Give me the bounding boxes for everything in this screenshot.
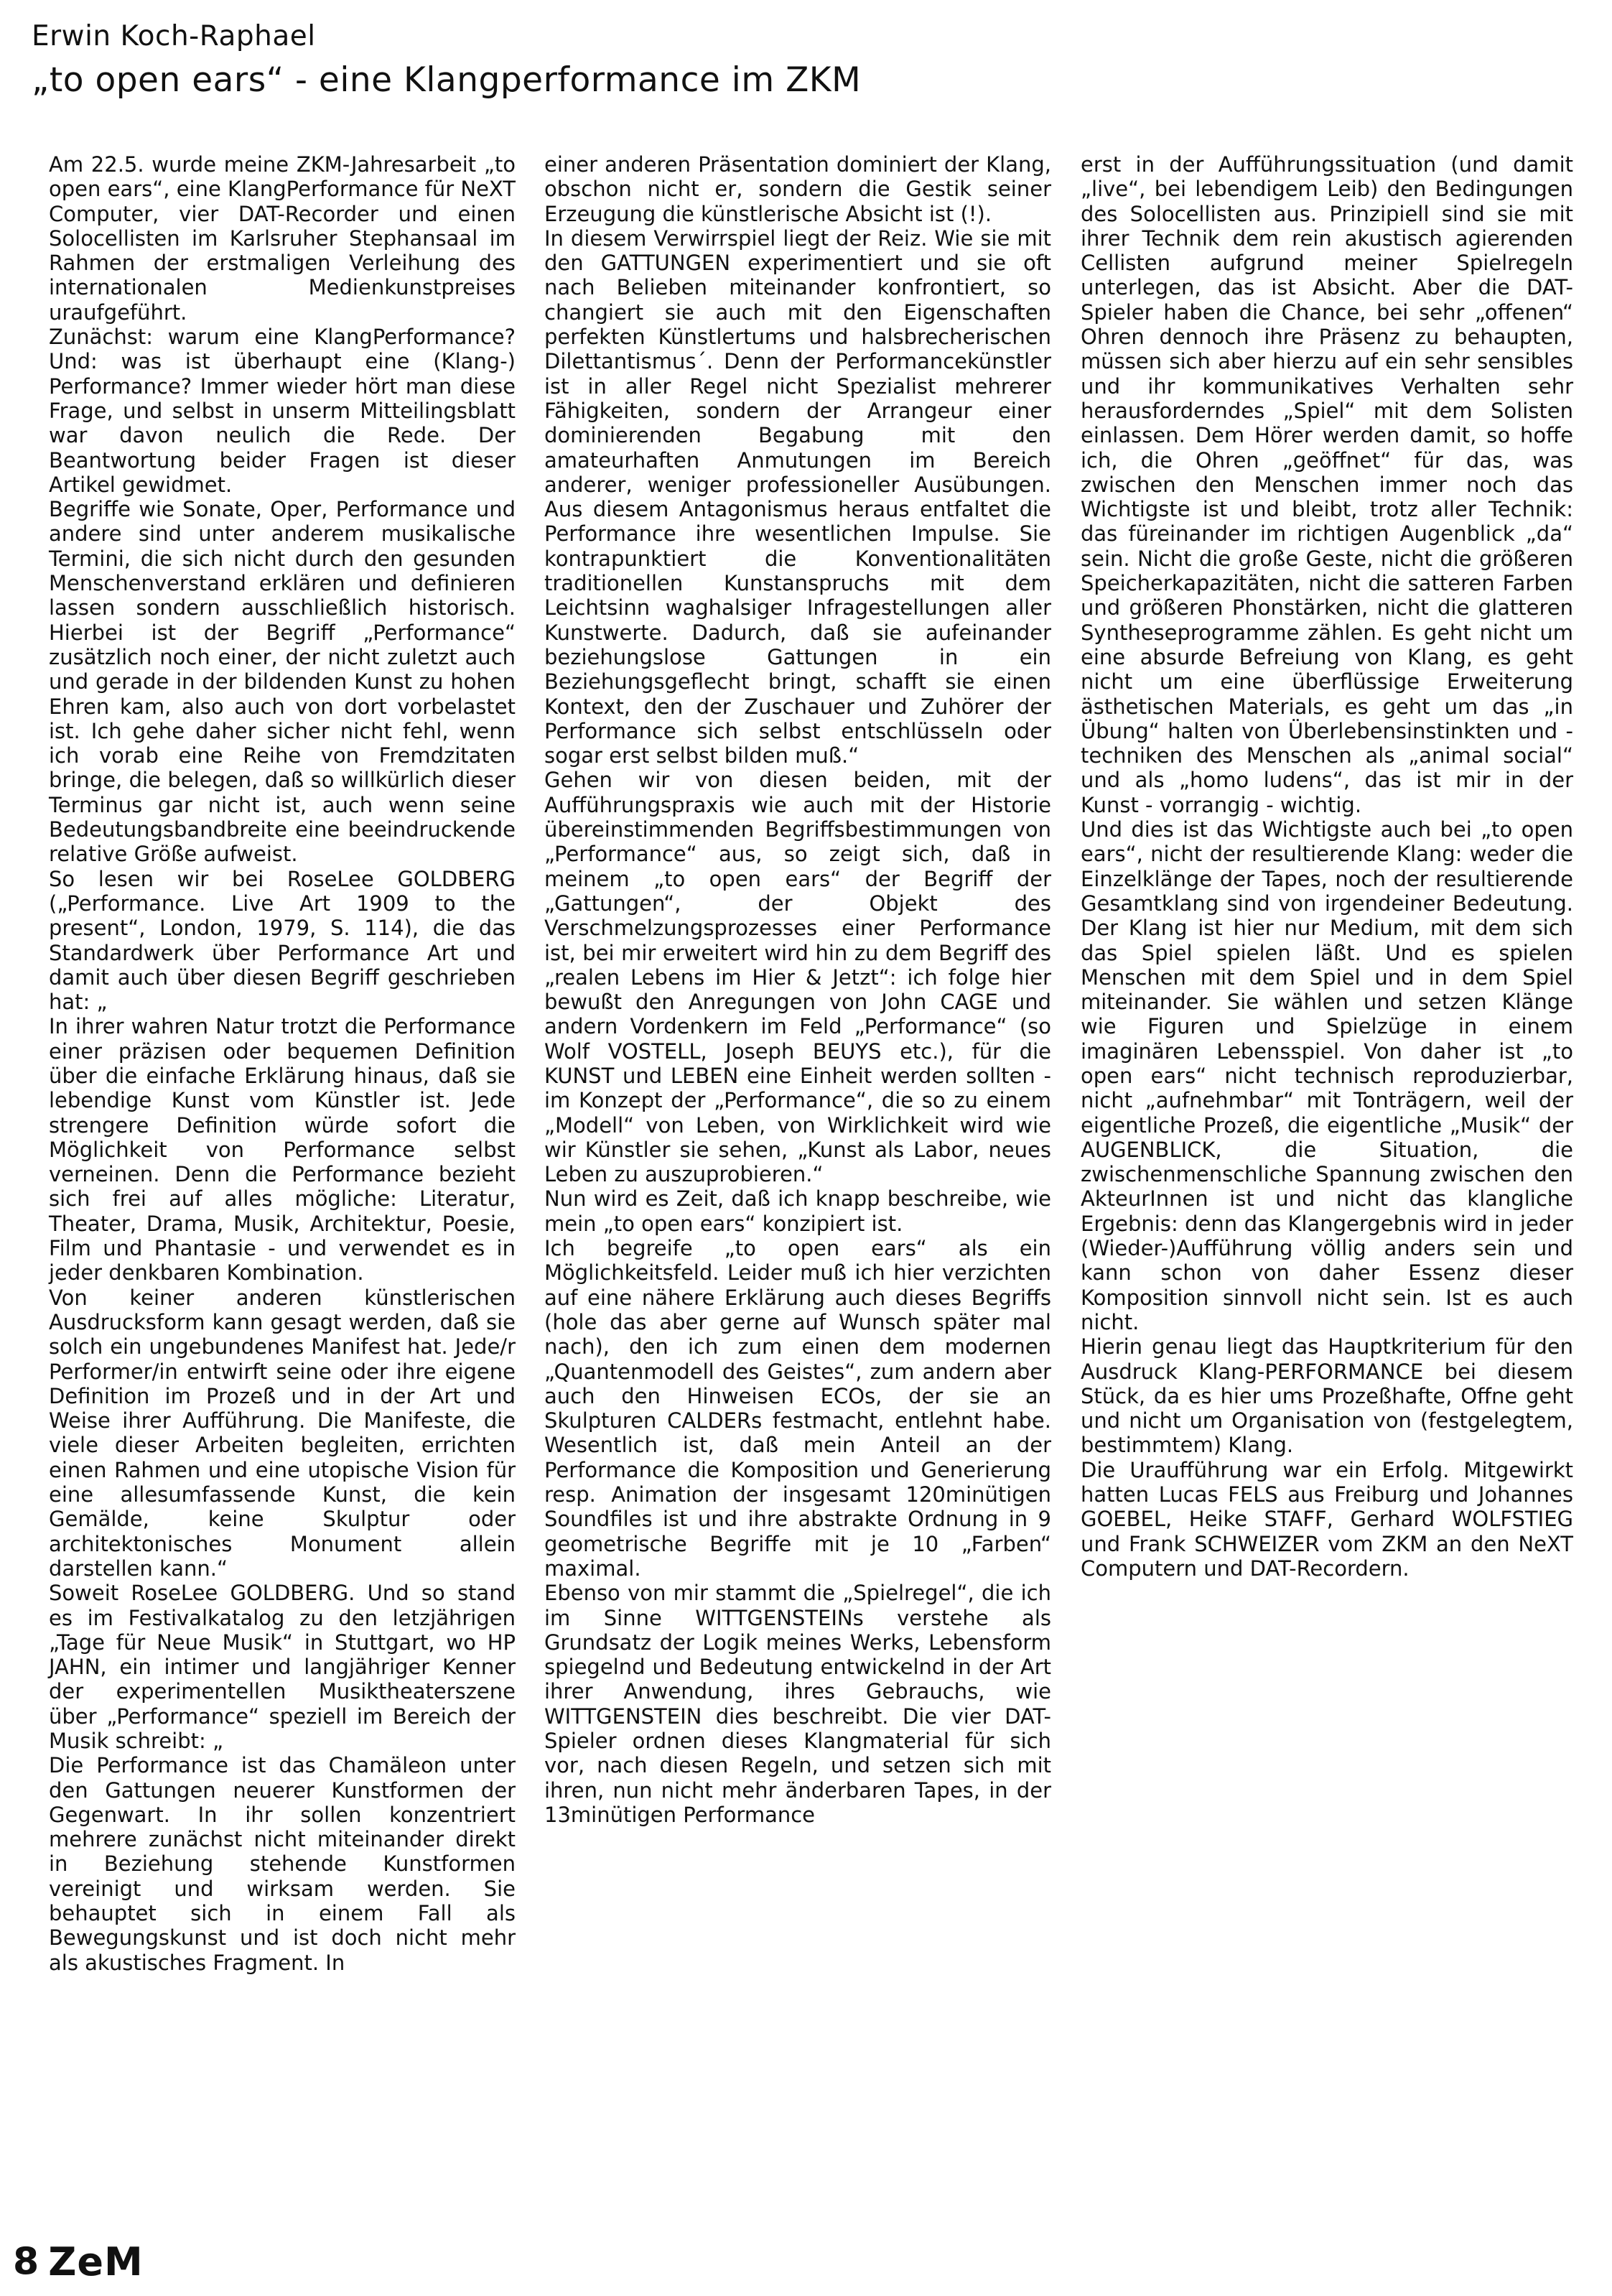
paragraph: In diesem Verwirrspiel liegt der Reiz. Wie sie mit den GATTUNGEN experimentiert und sie oft nach Belieben miteinander konfrontiert, so changiert sie auch mit den Eigenschaften perfekten Künstlertums und halsbrecherischen Dilettantismus´. Denn der Performancekünstler ist in aller Regel nicht Spezialist mehrerer Fähigkeiten, sondern der Arrangeur einer dominierenden Begabung mit den amateurhaften Anmutungen im Bereich anderer, weniger professioneller Ausübungen. Aus diesem Antagonismus heraus entfaltet die Performance ihre wesentlichen Impulse. Sie kontrapunktiert die Konventionalitäten traditionellen Kunstanspruchs mit dem Leichtsinn waghalsiger Infragestellungen aller Kunstwerte. Dadurch, daß sie aufeinander beziehungslose Gattungen in ein Beziehungsgeflecht bringt, schafft sie einen Kontext, den der Zuschauer und Zuhörer der Performance sich selbst entschlüsseln oder sogar erst selbst bilden muß.“ [544,226,1051,768]
paragraph: Zunächst: warum eine KlangPerformance? Und: was ist überhaupt eine (Klang-) Performance? Immer wieder hört man diese Frage, und selbst in unserm Mitteilingsblatt war davon neulich die Rede. Der Beantwortung beider Fragen ist dieser Artikel gewidmet. [49,325,516,497]
paragraph: So lesen wir bei RoseLee GOLDBERG („Performance. Live Art 1909 to the present“, London, 1979, S. 114), die das Standardwerk über Performance Art und damit auch über diesen Begriff geschrieben hat: „ [49,866,516,1015]
paragraph: Gehen wir von diesen beiden, mit der Aufführungspraxis wie auch mit der Historie übereinstimmenden Begriffsbestimmungen von „Performance“ aus, so zeigt sich, daß in meinem „to open ears“ der Begriff der „Gattungen“, der Objekt des Verschmelzungsprozesses einer Performance ist, bei mir erweitert wird hin zu dem Begriff des „realen Lebens im Hier & Jetzt“: ich folge hier bewußt den Anregungen von John CAGE und andern Vordenkern im Feld „Performance“ (so Wolf VOSTELL, Joseph BEUYS etc.), für die KUNST und LEBEN eine Einheit werden sollten - im Konzept der „Performance“, die so zu einem „Modell“ von Leben, von Wirklichkeit wird wie wir Künstler sie sehen, „Kunst als Labor, neues Leben zu auszuprobieren.“ [544,768,1051,1187]
page-number: 8 [13,2240,39,2284]
paragraph: Die Performance ist das Chamäleon unter den Gattungen neuerer Kunstformen der Gegenwart. In ihr sollen konzentriert mehrere zunächst nicht miteinander direkt in Beziehung stehende Kunstformen vereinigt und wirksam werden. Sie behauptet sich in einem Fall als Bewegungskunst und ist doch nicht mehr als akustisches Fragment. In [49,1753,516,1975]
article-title: „to open ears“ - eine Klangperformance im ZKM [32,60,862,100]
paragraph: Hierin genau liegt das Hauptkriterium für den Ausdruck Klang-PERFORMANCE bei diesem Stück, da es hier ums Prozeßhafte, Offne geht und nicht um Organisation von (festgelegtem, bestimmtem) Klang. [1081,1334,1573,1458]
paragraph: Begriffe wie Sonate, Oper, Performance und andere sind unter anderem musikalische Termini, die sich nicht durch den gesunden Menschenverstand erklären und definieren lassen sondern ausschließlich historisch. Hierbei ist der Begriff „Performance“ zusätzlich noch einer, der nicht zuletzt auch und gerade in der bildenden Kunst zu hohen Ehren kam, also auch von dort vorbelastet ist. Ich gehe daher sicher nicht fehl, wenn ich vorab eine Reihe von Fremdzitaten bringe, die belegen, daß so willkürlich dieser Terminus gar nicht ist, auch wenn seine Bedeutungsbandbreite eine beeindruckende relative Größe aufweist. [49,497,516,867]
paragraph: Ich begreife „to open ears“ als ein Möglichkeitsfeld. Leider muß ich hier verzichten auf eine nähere Erklärung auch dieses Begriffs (hole das aber gerne auf Wunsch später mal nach), den ich zum einen dem modernen „Quantenmodell des Geistes“, zum andern aber auch den Hinweisen ECOs, der sie an Skulpturen CALDERs festmacht, entlehnt habe. Wesentlich ist, daß mein Anteil an der Performance die Komposition und Generierung resp. Animation der insgesamt 120minütigen Soundfiles ist und ihre abstrakte Ordnung in 9 geometrische Begriffe mit je 10 „Farben“ maximal. [544,1236,1051,1581]
paragraph: Am 22.5. wurde meine ZKM-Jahresarbeit „to open ears“, eine KlangPerformance für NeXT Computer, vier DAT-Recorder und einen Solocellisten im Karlsruher Stephansaal im Rahmen der erstmaligen Verleihung des internationalen Medienkunstpreises uraufgeführt. [49,152,516,325]
text-column-2 [544,152,1051,1827]
paragraph: Von keiner anderen künstlerischen Ausdrucksform kann gesagt werden, daß sie solch ein ungebundenes Manifest hat. Jede/r Performer/in entwirft seine oder ihre eigene Definition im Prozeß und in der Art und Weise ihrer Aufführung. Die Manifeste, die viele dieser Arbeiten begleiten, errichten einen Rahmen und eine utopische Vision für eine allesumfassende Kunst, die kein Gemälde, keine Skulptur oder architektonisches Monument allein darstellen kann.“ [49,1285,516,1581]
page-footer [13,2239,144,2285]
zem-logo: ZeM [48,2239,144,2285]
paragraph: In ihrer wahren Natur trotzt die Performance einer präzisen oder bequemen Definition über die einfache Erklärung hinaus, daß sie lebendige Kunst vom Künstler ist. Jede strengere Definition würde sofort die Möglichkeit von Performance selbst verneinen. Denn die Performance bezieht sich frei auf alles mögliche: Literatur, Theater, Drama, Musik, Architektur, Poesie, Film und Phantasie - und verwendet es in jeder denkbaren Kombination. [49,1014,516,1286]
paragraph: erst in der Aufführungssituation (und damit „live“, bei lebendigem Leib) den Bedingungen des Solocellisten aus. Prinzipiell sind sie mit ihrer Technik dem rein akustisch agierenden Cellisten aufgrund meiner Spielregeln unterlegen, das ist Absicht. Aber die DAT-Spieler haben die Chance, bei sehr „offenen“ Ohren dennoch ihre Präsenz zu behaupten, müssen sich aber hierzu auf ein sehr sensibles und ihr kommunikatives Verhalten sehr herausforderndes „Spiel“ mit dem Solisten einlassen. Dem Hörer werden damit, so hoffe ich, die Ohren „geöffnet“ für das, was zwischen den Menschen immer noch das Wichtigste ist und bleibt, trotz aller Technik: das füreinander im richtigen Augenblick „da“ sein. Nicht die große Geste, nicht die größeren Speicherkapazitäten, nicht die satteren Farben und größeren Phonstärken, nicht die glatteren Syntheseprogramme zählen. Es geht nicht um eine absurde Befreiung von Klang, es geht nicht um eine überflüssige Erweiterung ästhetischen Materials, es geht um das „in Übung“ halten von Überlebensinstinkten und -techniken des Menschen als „animal social“ und als „homo ludens“, das ist mir in der Kunst - vorrangig - wichtig. [1081,152,1573,817]
paragraph: Die Uraufführung war ein Erfolg. Mitgewirkt hatten Lucas FELS aus Freiburg und Johannes GOEBEL, Heike STAFF, Gerhard WOLFSTIEG und Frank SCHWEIZER vom ZKM an den NeXT Computern und DAT-Recordern. [1081,1457,1573,1581]
paragraph: Ebenso von mir stammt die „Spielregel“, die ich im Sinne WITTGENSTEINs verstehe als Grundsatz der Logik meines Werks, Lebensform spiegelnd und Bedeutung entwickelnd in der Art ihrer Anwendung, ihres Gebrauchs, wie WITTGENSTEIN dies beschreibt. Die vier DAT-Spieler ordnen dieses Klangmaterial für sich vor, nach diesen Regeln, und setzen sich mit ihren, nun nicht mehr änderbaren Tapes, in der 13minütigen Performance [544,1581,1051,1827]
text-column-3 [1081,152,1573,1581]
paragraph: Nun wird es Zeit, daß ich knapp beschreibe, wie mein „to open ears“ konzipiert ist. [544,1186,1051,1236]
paragraph: Soweit RoseLee GOLDBERG. Und so stand es im Festivalkatalog zu den letzjährigen „Tage für Neue Musik“ in Stuttgart, wo HP JAHN, ein intimer und langjähriger Kenner der experimentellen Musiktheaterszene über „Performance“ speziell im Bereich der Musik schreibt: „ [49,1581,516,1753]
paragraph: einer anderen Präsentation dominiert der Klang, obschon nicht er, sondern die Gestik seiner Erzeugung die künstlerische Absicht ist (!). [544,152,1051,226]
text-column-1 [49,152,516,1975]
author-name: Erwin Koch-Raphael [32,20,316,52]
paragraph: Und dies ist das Wichtigste auch bei „to open ears“, nicht der resultierende Klang: weder die Einzelklänge der Tapes, noch der resultierende Gesamtklang sind von irgendeiner Bedeutung. Der Klang ist hier nur Medium, mit dem sich das Spiel spielen läßt. Und es spielen Menschen mit dem Spiel und in dem Spiel miteinander. Sie wählen und setzen Klänge wie Figuren und Spielzüge in einem imaginären Lebensspiel. Von daher ist „to open ears“ nicht technisch reproduzierbar, nicht „aufnehmbar“ mit Tonträgern, weil der eigentliche Prozeß, die eigentliche „Musik“ der AUGENBLICK, die Situation, die zwischenmenschliche Spannung zwischen den AkteurInnen ist und nicht das klangliche Ergebnis: denn das Klangergebnis wird in jeder (Wieder-)Aufführung völlig anders sein und kann schon von daher Essenz dieser Komposition sinnvoll nicht sein. Ist es auch nicht. [1081,817,1573,1334]
